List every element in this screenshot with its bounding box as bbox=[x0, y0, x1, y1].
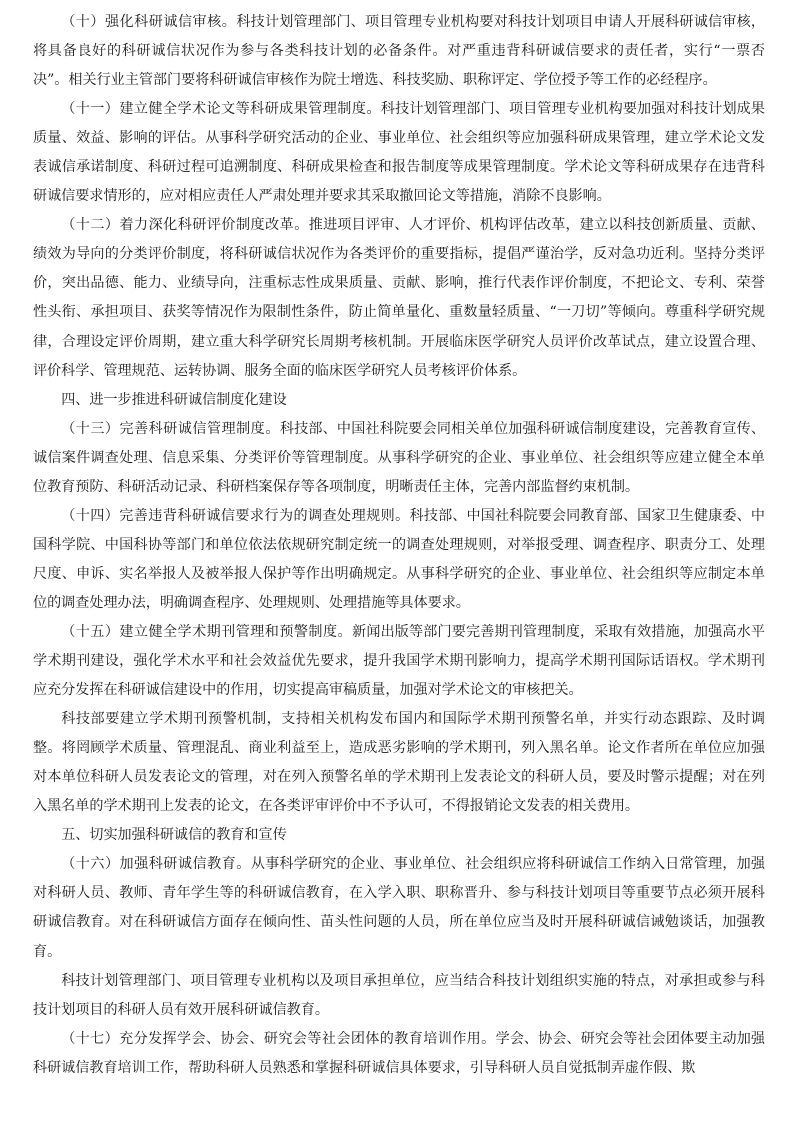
paragraph-13 bbox=[33, 415, 765, 502]
paragraph-16-cont bbox=[33, 967, 765, 1025]
section-heading-text: 五、切实加强科研诚信的教育和宣传 bbox=[61, 827, 287, 844]
clause-body: 科技部、中国社科院要会同教育部、国家卫生健康委、中国科学院、中国科协等部门和单位依法依规研究制定统一的调查处理规则，对举报受理、调查程序、职责分工、处理尺度、申诉、实名举报人及被举报人保护等作出明确规定。从事科学研究的企业、事业单位、社会组织等应制定本单位的调查处理办法，明确调查程序、处理规则、处理措施等具体要求。 bbox=[33, 507, 766, 611]
clause-body: 科技计划管理部门、项目管理专业机构要加强对科技计划成果质量、效益、影响的评估。从事科学研究活动的企业、事业单位、社会组织等应加强科研成果管理，建立学术论文发表诚信承诺制度、科研过程可追溯制度、科研成果检查和报告制度等成果管理制度。学术论文等科研成果存在违背科研诚信要求情形的，应对相应责任人严肃处理并要求其采取撤回论文等措施，消除不良影响。 bbox=[33, 101, 765, 205]
clause-body: 推进项目评审、人才评价、机构评估改革，建立以科技创新质量、贡献、绩效为导向的分类评价制度，将科研诚信状况作为各类评价的重要指标，提倡严谨治学，反对急功近利。坚持分类评价，突出品德、能力、业绩导向，注重标志性成果质量、贡献、影响，推行代表作评价制度，不把论文、专利、荣誉性头衔、承担项目、获奖等情况作为限制性条件，防止简单量化、重数量轻质量、“一刀切”等倾向。尊重科学研究规律，合理设定评价周期，建立重大科学研究长周期考核机制。开展临床医学研究人员评价改革试点，建立设置合理、评价科学、管理规范、运转协调、服务全面的临床医学研究人员考核评价体系。 bbox=[33, 217, 765, 379]
clause-heading: （十四）完善违背科研诚信要求行为的调查处理规则。 bbox=[61, 507, 410, 524]
paragraph-12 bbox=[33, 211, 765, 385]
clause-heading: （十七）充分发挥学会、协会、研究会等社会团体的教育培训作用。 bbox=[61, 1030, 496, 1047]
clause-body: 科技部要建立学术期刊预警机制，支持相关机构发布国内和国际学术期刊预警名单，并实行动态跟踪、及时调整。将罔顾学术质量、管理混乱、商业利益至上，造成恶劣影响的学术期刊，列入黑名单。论文作者所在单位应加强对本单位科研人员发表论文的管理，对在列入预警名单的学术期刊上发表论文的科研人员，要及时警示提醒；对在列入黑名单的学术期刊上发表的论文，在各类评审评价中不予认可，不得报销论文发表的相关费用。 bbox=[33, 711, 765, 815]
section-heading-4 bbox=[33, 386, 765, 415]
clause-body: 科技部、中国社科院要会同相关单位加强科研诚信制度建设，完善教育宣传、诚信案件调查处理、信息采集、分类评价等管理制度。从事科学研究的企业、事业单位、社会组织等应建立健全本单位教育预防、科研活动记录、科研档案保存等各项制度，明晰责任主体，完善内部监督约束机制。 bbox=[33, 420, 766, 495]
clause-heading: （十一）建立健全学术论文等科研成果管理制度。 bbox=[61, 101, 381, 118]
section-heading-5 bbox=[33, 821, 765, 850]
paragraph-16 bbox=[33, 850, 765, 966]
paragraph-11 bbox=[33, 95, 765, 211]
paragraph-10 bbox=[33, 8, 765, 95]
clause-body: 新闻出版等部门要完善期刊管理制度，采取有效措施，加强高水平学术期刊建设，强化学术水平和社会效益优先要求，提升我国学术期刊影响力，提高学术期刊国际话语权。学术期刊应充分发挥在科研诚信建设中的作用，切实提高审稿质量，加强对学术论文的审核把关。 bbox=[33, 623, 766, 699]
clause-heading: （十六）加强科研诚信教育。 bbox=[61, 856, 251, 873]
clause-body: 学会、协会、研究会等社会团体要主动加强科研诚信教育培训工作，帮助科研人员熟悉和掌握科研诚信具体要求，引导科研人员自觉抵制弄虚作假、欺 bbox=[33, 1030, 766, 1076]
paragraph-15-cont bbox=[33, 705, 765, 821]
clause-body: 科技计划管理部门、项目管理专业机构以及项目承担单位，应当结合科技计划组织实施的特点，对承担或参与科技计划项目的科研人员有效开展科研诚信教育。 bbox=[33, 972, 765, 1018]
clause-heading: （十五）建立健全学术期刊管理和预警制度。 bbox=[61, 623, 353, 640]
paragraph-17 bbox=[33, 1025, 765, 1083]
paragraph-14 bbox=[33, 502, 765, 618]
clause-body: 从事科学研究的企业、事业单位、社会组织应将科研诚信工作纳入日常管理，加强对科研人员、教师、青年学生等的科研诚信教育，在入学入职、职称晋升、参与科技计划项目等重要节点必须开展科研诚信教育。对在科研诚信方面存在倾向性、苗头性问题的人员，所在单位应当及时开展科研诚信诫勉谈话，加强教育。 bbox=[33, 856, 765, 960]
paragraph-15 bbox=[33, 618, 765, 705]
clause-heading: （十三）完善科研诚信管理制度。 bbox=[61, 420, 280, 437]
clause-heading: （十二）着力深化科研评价制度改革。 bbox=[61, 217, 309, 234]
clause-heading: （十）强化科研诚信审核。 bbox=[61, 14, 237, 30]
section-heading-text: 四、进一步推进科研诚信制度化建设 bbox=[61, 391, 287, 408]
clause-body: 科技计划管理部门、项目管理专业机构要对科技计划项目申请人开展科研诚信审核，将具备良好的科研诚信状况作为参与各类科技计划的必备条件。对严重违背科研诚信要求的责任者，实行“一票否决”。相关行业主管部门要将科研诚信审核作为院士增选、科技奖励、职称评定、学位授予等工作的必经程序。 bbox=[33, 14, 765, 89]
